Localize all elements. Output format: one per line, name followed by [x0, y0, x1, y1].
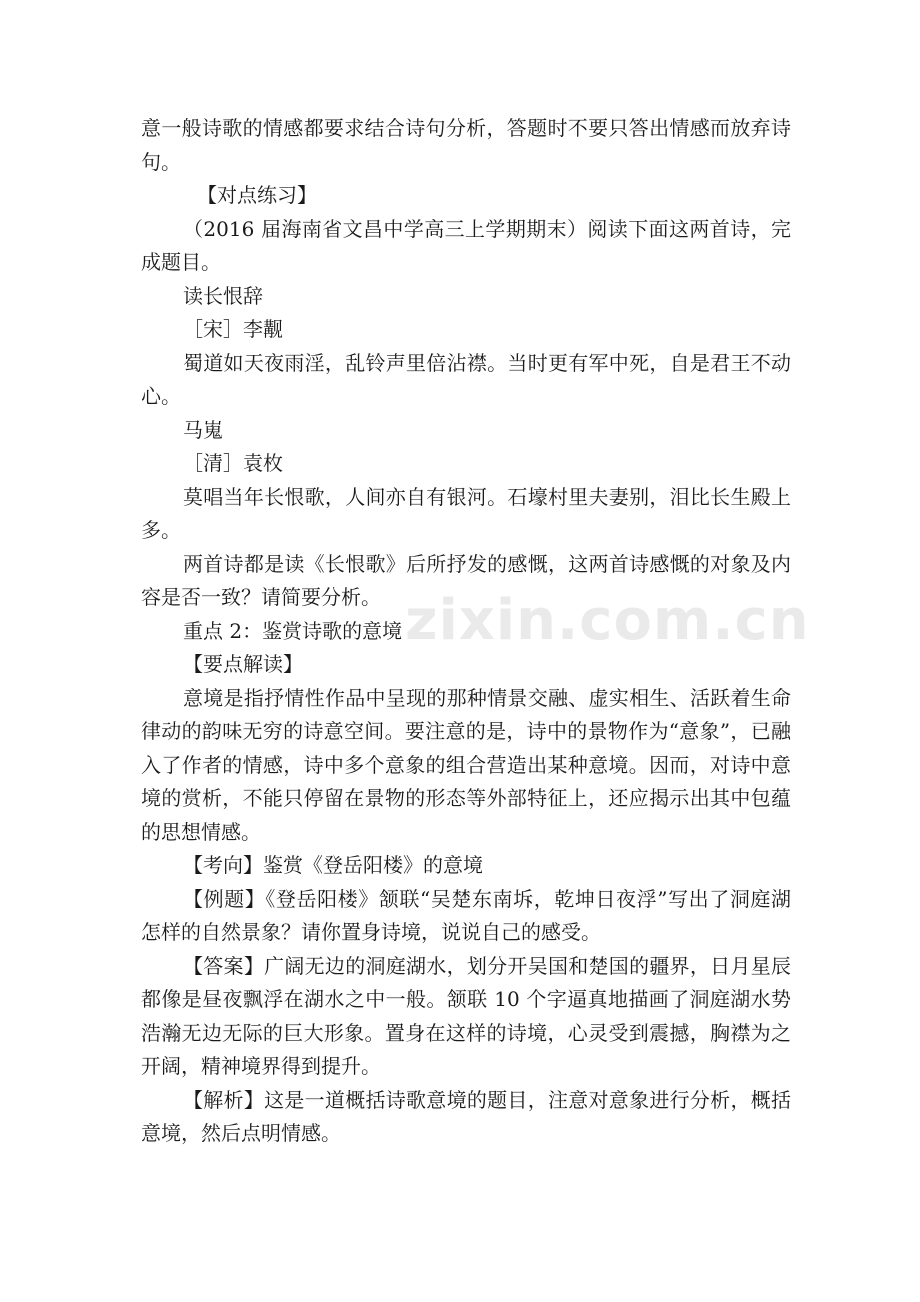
section-label-direction: 【考向】鉴赏《登岳阳楼》的意境	[183, 853, 483, 877]
question-source: （2016 届海南省文昌中学高三上学期期末）阅读下面这两首诗，完成题目。	[141, 216, 791, 274]
poem-author-2: ［清］袁枚	[183, 451, 283, 475]
document-body	[141, 112, 791, 1151]
poem-text-1: 蜀道如天夜雨淫，乱铃声里倍沾襟。当时更有军中死，自是君王不动心。	[141, 350, 791, 408]
poem-author-1: ［宋］李觏	[183, 317, 283, 341]
poem-title-1: 读长恨辞	[183, 283, 263, 308]
paragraph-continuation: 意一般诗歌的情感都要求结合诗句分析，答题时不要只答出情感而放弃诗句。	[141, 116, 791, 174]
example-analysis: 【解析】这是一道概括诗歌意境的题目，注意对意象进行分析，概括意境，然后点明情感。	[141, 1087, 791, 1145]
poem-text-2: 莫唱当年长恨歌，人间亦自有银河。石壕村里夫妻别，泪比长生殿上多。	[141, 484, 791, 542]
poem-title-2: 马嵬	[183, 417, 223, 442]
section-label-practice: 【对点练习】	[197, 183, 317, 207]
watermark: zixin.com.cn	[405, 588, 810, 653]
example-answer: 【答案】广阔无边的洞庭湖水，划分开吴国和楚国的疆界，日月星辰都像是昼夜飘浮在湖水之中一般。颔联 10 个字逼真地描画了洞庭湖水势浩瀚无边无际的巨大形象。置身在这样的诗境，心灵受到震撼，胸襟为之开阔，精神境界得到提升。	[141, 953, 791, 1078]
example-question: 【例题】《登岳阳楼》颔联“吴楚东南坼，乾坤日夜浮”写出了洞庭湖怎样的自然景象？请你置身诗境，说说自己的感受。	[141, 886, 791, 944]
section-heading-key-point-2: 重点 2：鉴赏诗歌的意境	[183, 618, 403, 643]
paragraph-yijing-definition: 意境是指抒情性作品中呈现的那种情景交融、虚实相生、活跃着生命律动的韵味无穷的诗意空间。要注意的是，诗中的景物作为“意象”，已融入了作者的情感，诗中多个意象的组合营造出某种意境。因而，对诗中意境的赏析，不能只停留在景物的形态等外部特征上，还应揭示出其中包蕴的思想情感。	[141, 685, 791, 844]
question-text: 两首诗都是读《长恨歌》后所抒发的感慨，这两首诗感慨的对象及内容是否一致？请简要分析。	[141, 551, 791, 609]
section-label-interpretation: 【要点解读】	[183, 652, 303, 676]
